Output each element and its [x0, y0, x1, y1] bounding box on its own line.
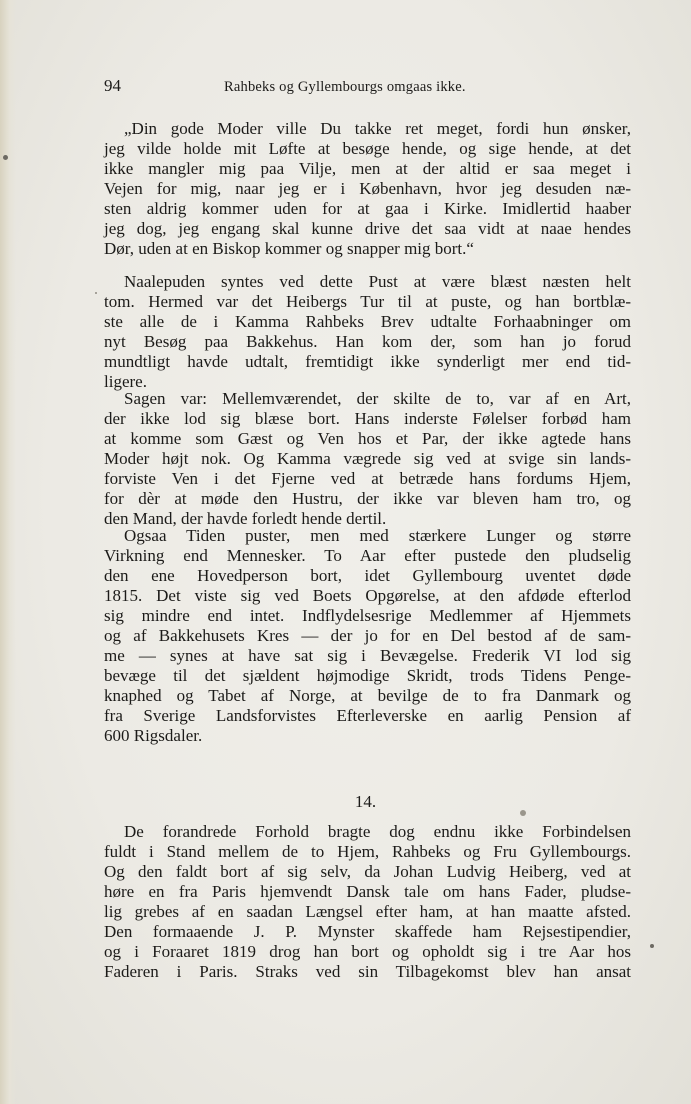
- text-line: Vejen for mig, naar jeg er i København, hvor jeg desuden næ-: [104, 179, 631, 198]
- text-line: Ogsaa Tiden puster, men med stærkere Lunger og større: [124, 526, 631, 545]
- text-line: Og den faldt bort af sig selv, da Johan Ludvig Heiberg, ved at: [104, 862, 631, 881]
- text-line: høre en fra Paris hjemvendt Dansk tale om hans Fader, pludse-: [104, 882, 631, 901]
- text-line: De forandrede Forhold bragte dog endnu ikke Forbindelsen: [124, 822, 631, 841]
- text-line: nyt Besøg paa Bakkehus. Han kom der, som han jo forud: [104, 332, 631, 351]
- paragraph-sagen-var: [104, 389, 631, 529]
- text-line: ligere.: [104, 372, 147, 391]
- text-line: jeg dog, jeg engang skal kunne drive det saa vidt at naae hendes: [104, 219, 631, 238]
- text-line: Sagen var: Mellemværendet, der skilte de to, var af en Art,: [124, 389, 631, 408]
- page-header: [104, 76, 631, 98]
- text-line: tom. Hermed var det Heibergs Tur til at puste, og han bortblæ-: [104, 292, 631, 311]
- text-line: for dèr at møde den Hustru, der ikke var bleven ham tro, og: [104, 489, 631, 508]
- text-line: fuldt i Stand mellem de to Hjem, Rahbeks og Fru Gyllembourgs.: [104, 842, 631, 861]
- text-line: og af Bakkehusets Kres — der jo for en Del bestod af de sam-: [104, 626, 631, 645]
- page-edge-shadow: [0, 0, 16, 1104]
- text-line: Faderen i Paris. Straks ved sin Tilbagekomst blev han ansat: [104, 962, 631, 981]
- text-line: „Din gode Moder ville Du takke ret meget, fordi hun ønsker,: [124, 119, 631, 138]
- paragraph-letter-quote: [104, 119, 631, 259]
- text-line: at komme som Gæst og Ven hos et Par, der ikke agtede hans: [104, 429, 631, 448]
- text-line: Moder højt nok. Og Kamma vægrede sig ved at svige sin lands-: [104, 449, 631, 468]
- paper-speck: [3, 155, 8, 160]
- text-line: ikke mangler mig paa Vilje, men at der altid er saa meget i: [104, 159, 631, 178]
- paragraph-ogsaa-tiden: [104, 526, 631, 746]
- text-line: knaphed og Tabet af Norge, at bevilge de to fra Danmark og: [104, 686, 631, 705]
- text-line: Virkning end Mennesker. To Aar efter pustede den pludselig: [104, 546, 631, 565]
- text-line: sig mindre end intet. Indflydelsesrige Medlemmer af Hjemmets: [104, 606, 631, 625]
- text-line: den ene Hovedperson bort, idet Gyllembourg uventet døde: [104, 566, 631, 585]
- page-number: 94: [104, 76, 121, 95]
- paragraph-naalepuden: [104, 272, 631, 392]
- text-line: mundtligt havde udtalt, fremtidigt ikke synderligt mer end tid-: [104, 352, 631, 371]
- text-line: Naalepuden syntes ved dette Pust at være blæst næsten helt: [124, 272, 631, 291]
- text-line: Dør, uden at en Biskop kommer og snapper mig bort.“: [104, 239, 474, 258]
- paragraph-de-forandrede: [104, 822, 631, 982]
- text-line: 1815. Det viste sig ved Boets Opgørelse, at den afdøde efterlod: [104, 586, 631, 605]
- text-line: forviste Ven i det Fjerne ved at betræde hans fordums Hjem,: [104, 469, 631, 488]
- text-line: me — synes at have sat sig i Bevægelse. Frederik VI lod sig: [104, 646, 631, 665]
- section-number: 14.: [354, 792, 377, 811]
- text-line: sten aldrig kommer uden for at gaa i Kirke. Imidlertid haaber: [104, 199, 631, 218]
- running-head: Rahbeks og Gyllembourgs omgaas ikke.: [224, 79, 466, 95]
- text-line: jeg vilde holde mit Løfte at besøge hende, og sige hende, at det: [104, 139, 631, 158]
- paper-speck: [520, 810, 526, 816]
- text-line: bevæge til det sjældent højmodige Skridt, trods Tidens Penge-: [104, 666, 631, 685]
- text-line: den Mand, der havde forledt hende dertil.: [104, 509, 387, 528]
- text-line: fra Sverige Landsforvistes Efterleverske en aarlig Pension af: [104, 706, 631, 725]
- text-line: 600 Rigsdaler.: [104, 726, 203, 745]
- text-line: der ikke lod sig blæse bort. Hans inderste Følelser forbød ham: [104, 409, 631, 428]
- paper-speck: [95, 292, 97, 294]
- paper-speck: [650, 944, 654, 948]
- text-line: Den formaaende J. P. Mynster skaffede ham Rejsestipendier,: [104, 922, 631, 941]
- text-line: og i Foraaret 1819 drog han bort og opholdt sig i tre Aar hos: [104, 942, 631, 961]
- text-line: lig grebes af en saadan Længsel efter ham, at han maatte afsted.: [104, 902, 631, 921]
- text-line: ste alle de i Kamma Rahbeks Brev udtalte Forhaabninger om: [104, 312, 631, 331]
